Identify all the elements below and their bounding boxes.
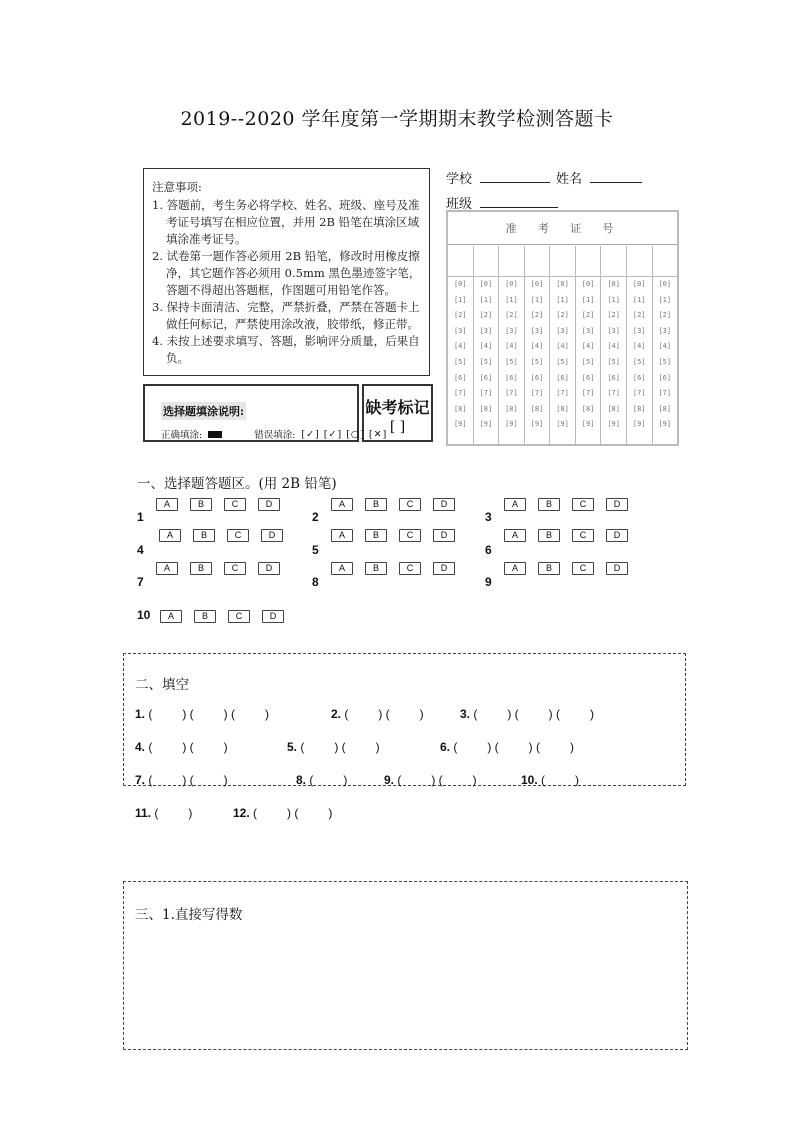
exam-id-digit-bubble[interactable]: [5] xyxy=(453,357,467,366)
option-bubble-a[interactable]: A xyxy=(331,562,353,575)
fill-blank-brackets[interactable]: ( ) xyxy=(306,773,348,787)
option-bubble-d[interactable]: D xyxy=(433,498,455,511)
question-number: 1 xyxy=(137,510,144,524)
fill-blank-item[interactable] xyxy=(135,707,269,721)
absent-mark-box xyxy=(362,384,433,442)
question-options xyxy=(331,529,455,542)
exam-id-digit-bubble[interactable]: [9] xyxy=(479,420,493,429)
option-bubble-b[interactable]: B xyxy=(365,529,387,542)
exam-id-digit-bubble[interactable]: [8] xyxy=(530,404,544,413)
exam-id-digit-bubble[interactable]: [7] xyxy=(479,389,493,398)
fill-blank-item[interactable] xyxy=(135,773,228,787)
notice-title: 注意事项: xyxy=(152,180,202,194)
fill-blank-item[interactable] xyxy=(331,707,424,721)
exam-id-column xyxy=(627,246,653,444)
exam-id-header: 准 考 证 号 xyxy=(448,212,677,245)
section1-title: 一、选择题答题区。(用 2B 铅笔) xyxy=(137,476,337,492)
fill-blank-brackets[interactable]: ( ) ( ) ( ) xyxy=(470,707,595,721)
fill-blank-brackets[interactable]: ( ) ( ) xyxy=(145,740,228,754)
exam-id-digit-bubble[interactable]: [5] xyxy=(479,357,493,366)
exam-id-column xyxy=(525,246,551,444)
option-bubble-b[interactable]: B xyxy=(365,562,387,575)
exam-id-digit-bubble[interactable]: [3] xyxy=(479,326,493,335)
question-number: 5 xyxy=(312,543,319,557)
question-number: 4 xyxy=(137,543,144,557)
question-options xyxy=(331,498,455,511)
exam-id-write-cell[interactable] xyxy=(448,246,473,277)
option-bubble-c[interactable]: C xyxy=(224,498,246,511)
exam-id-digit-bubble[interactable]: [7] xyxy=(530,389,544,398)
exam-id-digit-bubble[interactable]: [9] xyxy=(581,420,595,429)
question-options xyxy=(159,529,283,542)
question-number: 10 xyxy=(137,608,151,622)
exam-id-digit-bubble[interactable]: [9] xyxy=(632,420,646,429)
exam-id-digit-bubble[interactable]: [0] xyxy=(581,280,595,288)
exam-id-digit-bubble[interactable]: [2] xyxy=(607,311,620,320)
exam-id-digit-bubble[interactable]: [5] xyxy=(607,357,620,366)
exam-id-digit-bubble[interactable]: [4] xyxy=(658,342,672,351)
option-bubble-b[interactable]: B xyxy=(190,498,212,511)
exam-id-grid xyxy=(446,210,679,446)
question-number: 9 xyxy=(485,575,492,589)
page-title: 2019--2020 学年度第一学期期末教学检测答题卡 xyxy=(180,108,614,130)
wrong-fill-label: 错误填涂: xyxy=(254,430,296,441)
exam-id-digit-bubble[interactable]: [1] xyxy=(556,295,569,304)
fill-blank-item[interactable] xyxy=(521,773,579,787)
exam-id-digit-bubble[interactable]: [3] xyxy=(632,326,646,335)
exam-id-digit-bubble[interactable]: [5] xyxy=(505,357,518,366)
exam-id-digit-bubble[interactable]: [1] xyxy=(479,295,493,304)
exam-id-digit-bubble[interactable]: [2] xyxy=(632,311,646,320)
exam-id-digit-bubble[interactable]: [1] xyxy=(581,295,595,304)
exam-id-digit-bubble[interactable]: [6] xyxy=(607,373,620,382)
notice-item: 3. 保持卡面清洁、完整，严禁折叠，严禁在答题卡上做任何标记，严禁使用涂改液，胶带纸，修正带。 xyxy=(152,300,420,331)
exam-id-digit-bubble[interactable]: [2] xyxy=(530,311,544,320)
exam-id-columns xyxy=(448,246,677,444)
option-bubble-c[interactable]: C xyxy=(399,498,421,511)
exam-id-digit-bubble[interactable]: [0] xyxy=(632,280,646,288)
correct-fill-mark xyxy=(208,431,222,438)
exam-id-digit-bubble[interactable]: [5] xyxy=(581,357,595,366)
question-number: 3 xyxy=(485,510,492,524)
fill-blank-number: 6. xyxy=(440,740,451,754)
exam-id-digit-bubble[interactable]: [8] xyxy=(607,404,620,413)
option-bubble-c[interactable]: C xyxy=(572,562,594,575)
exam-id-digit-bubble[interactable]: [4] xyxy=(632,342,646,351)
exam-id-digit-bubble[interactable]: [7] xyxy=(658,389,672,398)
option-bubble-c[interactable]: C xyxy=(399,562,421,575)
absent-mark-title: 缺考标记 xyxy=(365,398,430,417)
fill-blank-brackets[interactable]: ( ) xyxy=(151,806,193,820)
exam-id-column xyxy=(474,246,500,444)
fill-blank-item[interactable] xyxy=(135,740,228,754)
school-line[interactable] xyxy=(480,168,550,183)
fill-instructions-title: 选择题填涂说明: xyxy=(161,402,246,420)
exam-id-digit-bubble[interactable]: [4] xyxy=(530,342,544,351)
exam-id-digit-bubble[interactable]: [0] xyxy=(505,280,518,288)
exam-id-column xyxy=(550,246,576,444)
exam-id-digit-bubble[interactable]: [5] xyxy=(632,357,646,366)
exam-id-digit-bubble[interactable]: [0] xyxy=(556,280,569,288)
exam-id-digit-bubble[interactable]: [6] xyxy=(530,373,544,382)
exam-id-digit-bubble[interactable]: [8] xyxy=(453,404,467,413)
option-bubble-a[interactable]: A xyxy=(504,498,526,511)
option-bubble-b[interactable]: B xyxy=(538,498,560,511)
exam-id-digit-bubble[interactable]: [7] xyxy=(632,389,646,398)
question-options xyxy=(160,610,284,623)
fill-blank-number: 8. xyxy=(296,773,307,787)
option-bubble-c[interactable]: C xyxy=(572,498,594,511)
question-options xyxy=(156,562,280,575)
exam-id-digit-bubble[interactable]: [4] xyxy=(556,342,569,351)
exam-id-digit-bubble[interactable]: [1] xyxy=(632,295,646,304)
exam-id-digit-bubble[interactable]: [7] xyxy=(453,389,467,398)
fill-blank-number: 10. xyxy=(521,773,538,787)
exam-id-digit-bubble[interactable]: [8] xyxy=(658,404,672,413)
exam-id-digit-bubble[interactable]: [4] xyxy=(453,342,467,351)
fill-blank-number: 3. xyxy=(460,707,471,721)
exam-id-digit-bubble[interactable]: [7] xyxy=(556,389,569,398)
option-bubble-b[interactable]: B xyxy=(365,498,387,511)
exam-id-write-cell[interactable] xyxy=(576,246,601,277)
option-bubble-d[interactable]: D xyxy=(606,562,628,575)
exam-id-column xyxy=(499,246,525,444)
option-bubble-d[interactable]: D xyxy=(262,610,284,623)
exam-id-digit-bubble[interactable]: [2] xyxy=(556,311,569,320)
exam-id-digit-bubble[interactable]: [9] xyxy=(556,420,569,429)
exam-id-digit-bubble[interactable]: [0] xyxy=(453,280,467,288)
option-bubble-c[interactable]: C xyxy=(227,529,249,542)
option-bubble-b[interactable]: B xyxy=(538,562,560,575)
option-bubble-a[interactable]: A xyxy=(504,562,526,575)
exam-id-digit-bubble[interactable]: [7] xyxy=(581,389,595,398)
fill-blank-number: 2. xyxy=(331,707,342,721)
option-bubble-d[interactable]: D xyxy=(606,529,628,542)
exam-id-digit-bubble[interactable]: [5] xyxy=(530,357,544,366)
option-bubble-a[interactable]: A xyxy=(504,529,526,542)
exam-id-digit-bubble[interactable]: [4] xyxy=(607,342,620,351)
option-bubble-c[interactable]: C xyxy=(228,610,250,623)
class-label: 班级 xyxy=(446,197,473,212)
option-bubble-c[interactable]: C xyxy=(572,529,594,542)
option-bubble-a[interactable]: A xyxy=(331,498,353,511)
exam-id-digit-bubble[interactable]: [3] xyxy=(530,326,544,335)
exam-id-digit-bubble[interactable]: [6] xyxy=(453,373,467,382)
fill-blank-number: 7. xyxy=(135,773,146,787)
fill-blank-brackets[interactable]: ( ) xyxy=(537,773,580,787)
option-bubble-c[interactable]: C xyxy=(224,562,246,575)
exam-id-digit-bubble[interactable]: [6] xyxy=(581,373,595,382)
exam-id-digit-bubble[interactable]: [4] xyxy=(479,342,493,351)
option-bubble-b[interactable]: B xyxy=(538,529,560,542)
notice-box xyxy=(143,168,430,376)
exam-id-digit-bubble[interactable]: [0] xyxy=(607,280,620,288)
exam-id-column xyxy=(653,246,678,444)
option-bubble-a[interactable]: A xyxy=(156,562,178,575)
exam-id-digit-bubble[interactable]: [9] xyxy=(607,420,620,429)
exam-id-digit-bubble[interactable]: [7] xyxy=(607,389,620,398)
option-bubble-b[interactable]: B xyxy=(190,562,212,575)
exam-id-digit-bubble[interactable]: [2] xyxy=(479,311,493,320)
exam-id-digit-bubble[interactable]: [8] xyxy=(556,404,569,413)
fill-blank-item[interactable] xyxy=(440,740,574,754)
fill-blank-number: 12. xyxy=(233,806,250,820)
name-label: 姓名 xyxy=(556,172,583,187)
exam-id-digit-bubble[interactable]: [3] xyxy=(556,326,569,335)
exam-id-digit-bubble[interactable]: [3] xyxy=(453,326,467,335)
exam-id-digit-bubble[interactable]: [6] xyxy=(658,373,672,382)
exam-id-digit-bubble[interactable]: [8] xyxy=(479,404,493,413)
exam-id-digit-bubble[interactable]: [3] xyxy=(658,326,672,335)
question-number: 7 xyxy=(137,575,144,589)
school-field[interactable] xyxy=(446,168,550,187)
fill-blank-brackets[interactable]: ( ) ( ) xyxy=(249,806,333,820)
exam-id-digit-bubble[interactable]: [6] xyxy=(479,373,493,382)
option-bubble-d[interactable]: D xyxy=(258,498,280,511)
section2-title: 二、填空 xyxy=(135,677,189,693)
question-options xyxy=(504,562,628,575)
fill-blank-item[interactable] xyxy=(287,740,380,754)
exam-id-write-cell[interactable] xyxy=(499,246,524,277)
fill-blank-brackets[interactable]: ( ) ( ) xyxy=(341,707,424,721)
exam-id-digit-bubble[interactable]: [4] xyxy=(581,342,595,351)
option-bubble-a[interactable]: A xyxy=(156,498,178,511)
exam-id-digit-bubble[interactable]: [0] xyxy=(479,280,493,288)
fill-blank-item[interactable] xyxy=(135,806,192,820)
fill-blank-number: 4. xyxy=(135,740,146,754)
question-number: 6 xyxy=(485,543,492,557)
exam-id-digit-bubble[interactable]: [4] xyxy=(505,342,518,351)
exam-id-digit-bubble[interactable]: [0] xyxy=(658,280,672,288)
name-line[interactable] xyxy=(590,168,642,183)
exam-id-digit-bubble[interactable]: [6] xyxy=(505,373,518,382)
fill-instructions-box xyxy=(143,384,388,442)
exam-id-write-cell[interactable] xyxy=(550,246,575,277)
exam-id-digit-bubble[interactable]: [2] xyxy=(658,311,672,320)
question-options xyxy=(156,498,280,511)
exam-id-digit-bubble[interactable]: [5] xyxy=(556,357,569,366)
question-options xyxy=(331,562,455,575)
fill-blank-item[interactable] xyxy=(233,806,332,820)
exam-id-digit-bubble[interactable]: [9] xyxy=(453,420,467,429)
exam-id-digit-bubble[interactable]: [9] xyxy=(658,420,672,429)
wrong-fill-marks: [✓] [✓] [○] [✕] xyxy=(301,428,388,440)
question-options xyxy=(504,498,628,511)
question-options xyxy=(504,529,628,542)
name-field[interactable] xyxy=(556,168,642,187)
class-line[interactable] xyxy=(480,193,558,208)
exam-id-digit-bubble[interactable]: [8] xyxy=(581,404,595,413)
exam-id-digit-bubble[interactable]: [9] xyxy=(530,420,544,429)
exam-id-column xyxy=(601,246,627,444)
fill-blank-brackets[interactable]: ( ) ( ) xyxy=(297,740,380,754)
fill-blank-item[interactable] xyxy=(384,773,477,787)
option-bubble-a[interactable]: A xyxy=(159,529,181,542)
option-bubble-d[interactable]: D xyxy=(606,498,628,511)
option-bubble-b[interactable]: B xyxy=(194,610,216,623)
exam-id-digit-bubble[interactable]: [1] xyxy=(530,295,544,304)
section3-title: 三、1.直接写得数 xyxy=(135,907,243,923)
option-bubble-d[interactable]: D xyxy=(261,529,283,542)
notice-item: 2. 试卷第一题作答必须用 2B 铅笔，修改时用橡皮擦净，其它题作答必须用 0.5mm 黑色墨迹签字笔，答题不得超出答题框，作图题可用铅笔作答。 xyxy=(152,249,421,297)
exam-id-digit-bubble[interactable]: [6] xyxy=(632,373,646,382)
option-bubble-a[interactable]: A xyxy=(160,610,182,623)
fill-blank-number: 1. xyxy=(135,707,146,721)
exam-id-write-cell[interactable] xyxy=(601,246,626,277)
exam-id-digit-bubble[interactable]: [0] xyxy=(530,280,544,288)
fill-blank-number: 5. xyxy=(287,740,298,754)
question-number: 8 xyxy=(312,575,319,589)
fill-blank-number: 9. xyxy=(384,773,395,787)
option-bubble-d[interactable]: D xyxy=(433,529,455,542)
exam-id-digit-bubble[interactable]: [2] xyxy=(581,311,595,320)
fill-blank-brackets[interactable]: ( ) ( ) ( ) xyxy=(450,740,575,754)
exam-id-column xyxy=(448,246,474,444)
fill-blank-item[interactable] xyxy=(296,773,347,787)
exam-id-digit-bubble[interactable]: [3] xyxy=(505,326,518,335)
fill-blank-item[interactable] xyxy=(460,707,594,721)
exam-id-digit-bubble[interactable]: [2] xyxy=(505,311,518,320)
school-label: 学校 xyxy=(446,172,473,187)
notice-item: 4. 未按上述要求填写、答题，影响评分质量，后果自负。 xyxy=(152,334,420,365)
exam-id-write-cell[interactable] xyxy=(474,246,499,277)
exam-id-digit-bubble[interactable]: [1] xyxy=(505,295,518,304)
option-bubble-a[interactable]: A xyxy=(331,529,353,542)
absent-mark-checkbox[interactable]: [ ] xyxy=(389,419,406,435)
option-bubble-c[interactable]: C xyxy=(399,529,421,542)
exam-id-digit-bubble[interactable]: [7] xyxy=(505,389,518,398)
fill-examples xyxy=(161,427,387,441)
exam-id-digit-bubble[interactable]: [1] xyxy=(453,295,467,304)
question-number: 2 xyxy=(312,510,319,524)
option-bubble-d[interactable]: D xyxy=(258,562,280,575)
exam-id-digit-bubble[interactable]: [3] xyxy=(607,326,620,335)
fill-blank-brackets[interactable]: ( ) ( ) xyxy=(394,773,477,787)
fill-blank-brackets[interactable]: ( ) ( ) xyxy=(145,773,228,787)
exam-id-write-cell[interactable] xyxy=(627,246,652,277)
notice-item: 1. 答题前，考生务必将学校、姓名、班级、座号及准考证号填写在相应位置，并用 2B 铅笔在填涂区域填涂准考证号。 xyxy=(152,198,420,246)
exam-id-digit-bubble[interactable]: [8] xyxy=(505,404,518,413)
fill-blank-number: 11. xyxy=(135,806,152,820)
fill-blank-brackets[interactable]: ( ) ( ) ( ) xyxy=(145,707,270,721)
exam-id-digit-bubble[interactable]: [3] xyxy=(581,326,595,335)
exam-id-column xyxy=(576,246,602,444)
exam-id-digit-bubble[interactable]: [8] xyxy=(632,404,646,413)
option-bubble-d[interactable]: D xyxy=(433,562,455,575)
exam-id-digit-bubble[interactable]: [1] xyxy=(658,295,672,304)
option-bubble-b[interactable]: B xyxy=(193,529,215,542)
exam-id-digit-bubble[interactable]: [6] xyxy=(556,373,569,382)
exam-id-digit-bubble[interactable]: [1] xyxy=(607,295,620,304)
exam-id-write-cell[interactable] xyxy=(653,246,678,277)
exam-id-write-cell[interactable] xyxy=(525,246,550,277)
exam-id-digit-bubble[interactable]: [9] xyxy=(505,420,518,429)
exam-id-digit-bubble[interactable]: [5] xyxy=(658,357,672,366)
correct-fill-label: 正确填涂: xyxy=(161,430,203,441)
exam-id-digit-bubble[interactable]: [2] xyxy=(453,311,467,320)
